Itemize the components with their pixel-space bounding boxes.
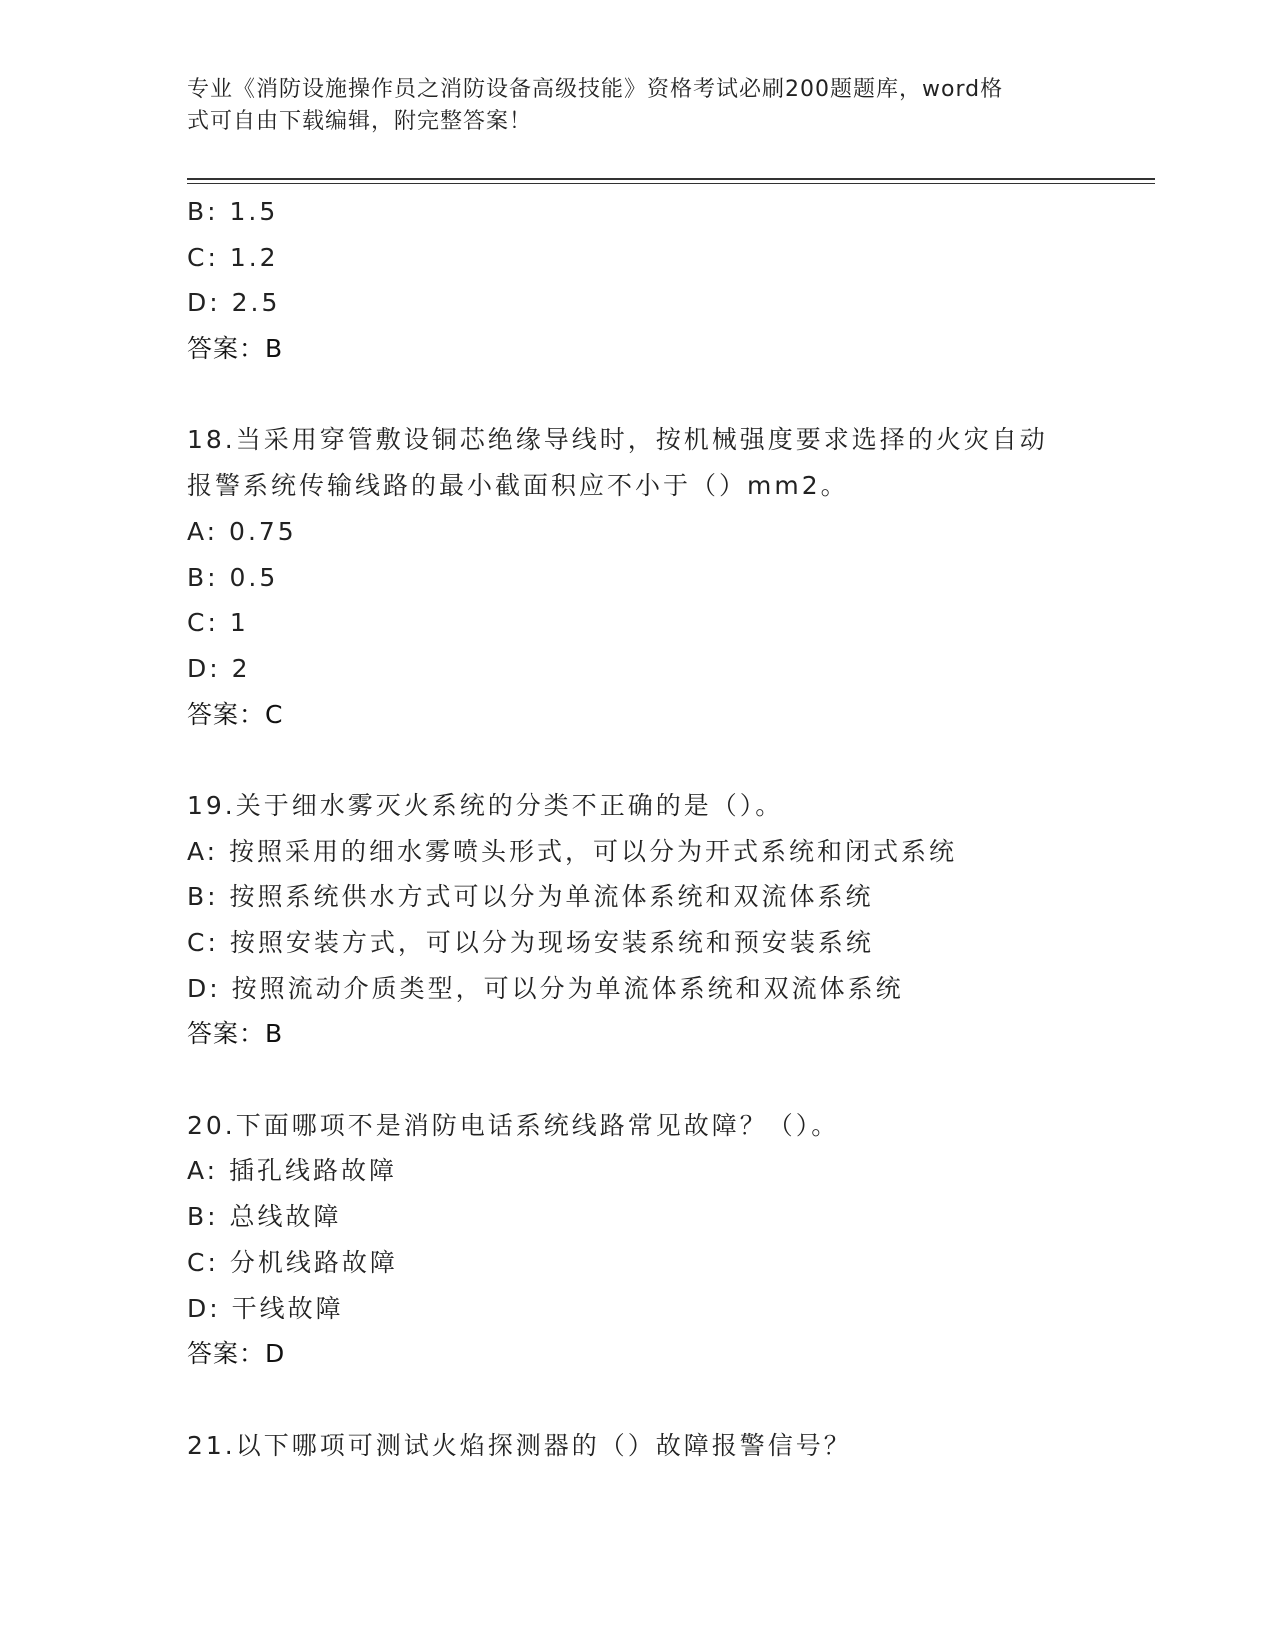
spacer (187, 1377, 1087, 1423)
option-a: A: 插孔线路故障 (187, 1156, 398, 1186)
option-d: D: 按照流动介质类型，可以分为单流体系统和双流体系统 (187, 973, 904, 1003)
header-divider-thin (187, 183, 1155, 184)
answer-line: 答案：B (187, 1019, 284, 1049)
option-c: C: 1.2 (187, 242, 279, 272)
question-stem: 18.当采用穿管敷设铜芯绝缘导线时，按机械强度要求选择的火灾自动 (187, 425, 1048, 455)
header-title-line-1: 专业《消防设施操作员之消防设备高级技能》资格考试必刷200题题库，word格 (187, 77, 1004, 102)
question-stem: 报警系统传输线路的最小截面积应不小于（）mm2。 (187, 471, 849, 501)
question-stem: 20.下面哪项不是消防电话系统线路常见故障？（）。 (187, 1110, 840, 1140)
option-c: C: 1 (187, 608, 249, 638)
option-d: D: 2.5 (187, 288, 281, 318)
answer-line: 答案：B (187, 334, 284, 364)
spacer (187, 1057, 1087, 1103)
option-b: B: 0.5 (187, 562, 279, 592)
answer-line: 答案：C (187, 699, 284, 729)
option-b: B: 按照系统供水方式可以分为单流体系统和双流体系统 (187, 882, 874, 912)
document-header (187, 74, 1087, 138)
option-a: A: 0.75 (187, 516, 297, 546)
document-body (187, 189, 1087, 1468)
spacer (187, 372, 1087, 418)
header-divider-thick (187, 178, 1155, 180)
option-d: D: 2 (187, 653, 251, 683)
option-c: C: 按照安装方式，可以分为现场安装系统和预安装系统 (187, 928, 874, 957)
option-c: C: 分机线路故障 (187, 1247, 398, 1277)
option-d: D: 干线故障 (187, 1293, 344, 1323)
question-21 (187, 1423, 1087, 1469)
question-18 (187, 417, 1087, 737)
question-17-tail (187, 189, 1087, 372)
header-title-line-2: 式可自由下载编辑，附完整答案！ (187, 109, 533, 134)
question-20 (187, 1103, 1087, 1377)
question-stem: 21.以下哪项可测试火焰探测器的（）故障报警信号？ (187, 1430, 852, 1460)
option-b: B: 总线故障 (187, 1202, 342, 1232)
question-19 (187, 783, 1087, 1057)
answer-line: 答案：D (187, 1339, 286, 1369)
question-stem: 19.关于细水雾灭火系统的分类不正确的是（）。 (187, 790, 784, 820)
option-b: B: 1.5 (187, 197, 279, 226)
option-a: A: 按照采用的细水雾喷头形式，可以分为开式系统和闭式系统 (187, 836, 958, 866)
spacer (187, 737, 1087, 783)
